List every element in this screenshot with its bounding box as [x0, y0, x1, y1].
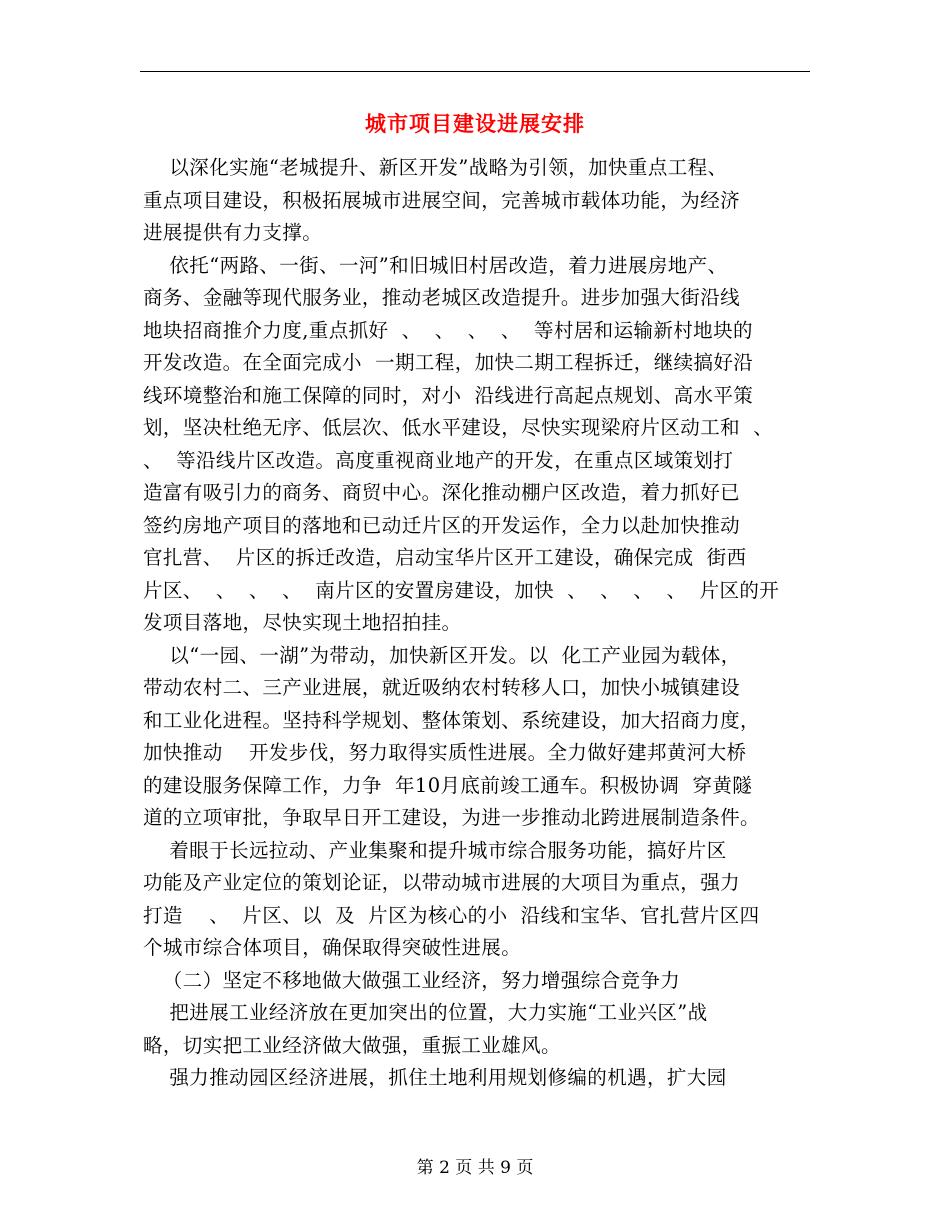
body-line: 开发改造。在全面完成小 一期工程，加快二期工程拆迁，继续搞好沿	[143, 351, 754, 374]
body-line: 发项目落地，尽快实现土地招拍挂。	[143, 611, 462, 634]
header-rule	[140, 71, 810, 72]
body-line: 、 等沿线片区改造。高度重视商业地产的开发，在重点区域策划打	[143, 448, 734, 472]
body-line: 以“一园、一湖”为带动，加快新区开发。以 化工产业园为载体，	[143, 643, 741, 667]
body-line: 功能及产业定位的策划论证，以带动城市进展的大项目为重点，强力	[143, 871, 741, 894]
body-line: 着眼于长远拉动、产业集聚和提升城市综合服务功能，搞好片区	[143, 838, 727, 862]
body-line: 依托“两路、一街、一河”和旧城旧村居改造，着力进展房地产、	[143, 253, 728, 277]
body-line: 道的立项审批，争取早日开工建设，为进一步推动北跨进展制造条件。	[143, 806, 760, 829]
body-line: 带动农村二、三产业进展，就近吸纳农村转移人口，加快小城镇建设	[143, 676, 741, 699]
body-line: 个城市综合体项目，确保取得突破性进展。	[143, 936, 522, 959]
body-line: 和工业化进程。坚持科学规划、整体策划、系统建设，加大招商力度，	[143, 708, 760, 732]
body-line: 强力推动园区经济进展，抓住土地利用规划修编的机遇，扩大园	[143, 1066, 727, 1089]
body-line: 官扎营、 片区的拆迁改造，启动宝华片区开工建设，确保完成 街西	[143, 546, 747, 569]
body-line: 片区、 、 、 、 南片区的安置房建设，加快 、 、 、 、 片区的开	[143, 578, 780, 602]
body-line: 签约房地产项目的落地和已动迁片区的开发运作，全力以赴加快推动	[143, 513, 741, 537]
body-line: 进展提供有力支撑。	[143, 221, 323, 244]
body-line: 打造 、 片区、以 及 片区为核心的小 沿线和宝华、官扎营片区四	[143, 903, 760, 927]
body-line: 划，坚决杜绝无序、低层次、低水平建设，尽快实现梁府片区动工和 、	[143, 416, 774, 439]
body-line: 略，切实把工业经济做大做强，重振工业雄风。	[143, 1033, 561, 1057]
body-line: 商务、金融等现代服务业，推动老城区改造提升。进步加强大街沿线	[143, 286, 741, 309]
body-line: 以深化实施“老城提升、新区开发”战略为引领，加快重点工程、	[143, 156, 728, 179]
body-line: 把进展工业经济放在更加突出的位置，大力实施“工业兴区”战	[143, 1001, 708, 1024]
body-line: 重点项目建设，积极拓展城市进展空间，完善城市载体功能，为经济	[143, 188, 741, 212]
body-line: 线环境整治和施工保障的同时，对小 沿线进行高起点规划、高水平策	[143, 383, 754, 407]
body-line: （二）坚定不移地做大做强工业经济，努力增强综合竞争力	[143, 968, 681, 992]
body-line: 造富有吸引力的商务、商贸中心。深化推动棚户区改造，着力抓好已	[143, 481, 741, 504]
document-body	[143, 152, 823, 1095]
body-line: 地块招商推介力度,重点抓好 、 、 、 、 等村居和运输新村地块的	[143, 318, 753, 342]
body-line: 加快推动 开发步伐，努力取得实质性进展。全力做好建邦黄河大桥	[143, 741, 747, 764]
body-line: 的建设服务保障工作，力争 年10月底前竣工通车。积极协调 穿黄隧	[143, 773, 753, 797]
document-title: 城市项目建设进展安排	[365, 111, 585, 136]
page-footer: 第 2 页 共 9 页	[416, 1158, 534, 1178]
